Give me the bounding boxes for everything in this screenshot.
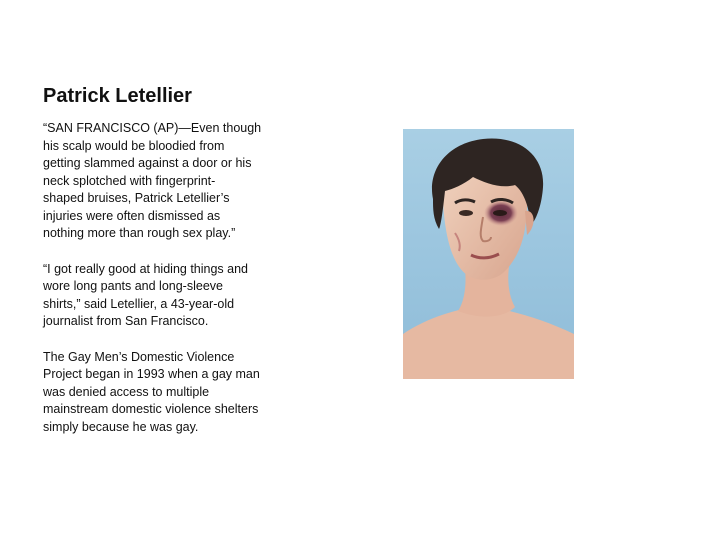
body-text [43,120,275,454]
text-line: nothing more than rough sex play.” [43,226,236,240]
text-line: getting slammed against a door or his [43,156,252,170]
portrait-photo [403,129,574,379]
text-line: shaped bruises, Patrick Letellier’s [43,191,230,205]
text-line: neck splotched with fingerprint- [43,173,216,188]
text-line: wore long pants and long-sleeve [43,279,223,293]
text-line: was denied access to multiple [43,384,210,399]
text-line: “I got really good at hiding things and [43,261,248,276]
portrait-illustration [403,129,574,379]
slide-title: Patrick Letellier [43,85,192,107]
text-line: “SAN FRANCISCO (AP)—Even though [43,121,262,135]
text-line: injuries were often dismissed as [43,208,221,223]
text-line: simply because he was gay. [43,419,199,434]
text-line: The Gay Men’s Domestic Violence [43,349,235,364]
paragraph-2 [43,261,275,331]
paragraph-3 [43,349,275,437]
text-line: mainstream domestic violence shelters [43,402,259,416]
text-line: his scalp would be bloodied from [43,138,225,153]
text-line: Project began in 1993 when a gay man [43,367,260,381]
text-line: journalist from San Francisco. [43,314,209,328]
paragraph-1 [43,120,275,243]
text-line: shirts,” said Letellier, a 43-year-old [43,296,235,311]
